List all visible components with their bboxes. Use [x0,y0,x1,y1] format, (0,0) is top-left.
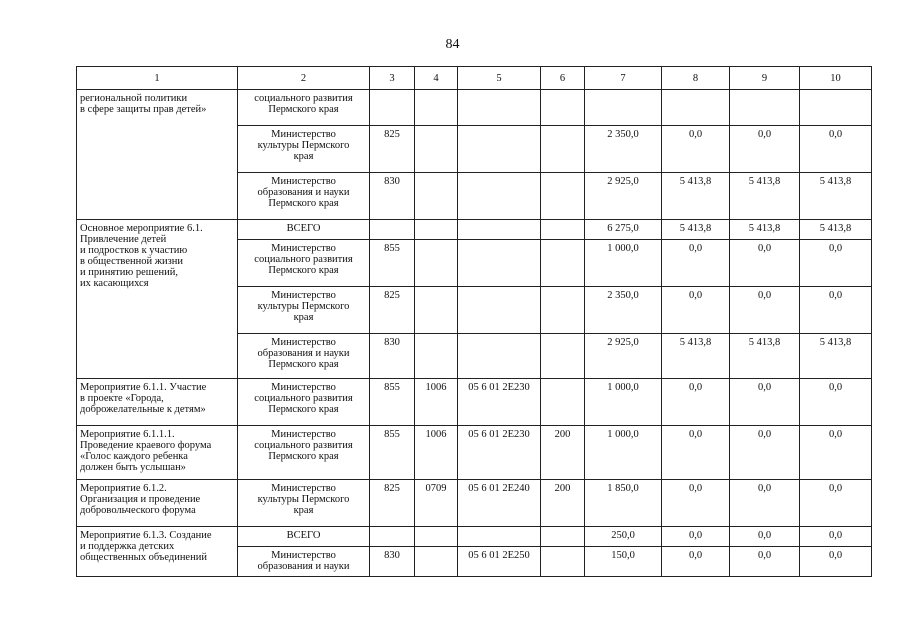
cell: 0,0 [662,547,730,577]
cell [541,527,585,547]
cell: 2 925,0 [585,334,662,379]
header-cell: 10 [800,67,872,90]
cell: 0,0 [800,287,872,334]
cell: 5 413,8 [800,220,872,240]
header-cell: 7 [585,67,662,90]
cell: 0,0 [662,287,730,334]
cell: 5 413,8 [662,334,730,379]
executor-cell: Министерство культуры Пермского края [238,126,370,173]
cell: 0,0 [662,126,730,173]
cell: 825 [370,287,415,334]
cell [458,220,541,240]
cell: 05 6 01 2Е230 [458,379,541,426]
header-cell: 8 [662,67,730,90]
cell: 855 [370,240,415,287]
executor-cell: Министерство социального развития Пермского края [238,426,370,480]
page-number: 84 [445,37,460,52]
cell [541,90,585,126]
cell [415,334,458,379]
cell: 200 [541,426,585,480]
cell: 6 275,0 [585,220,662,240]
header-cell: 5 [458,67,541,90]
cell: 0,0 [800,480,872,527]
executor-cell: Министерство образования и науки [238,547,370,577]
cell [370,220,415,240]
cell [458,90,541,126]
cell: 855 [370,379,415,426]
table-row [77,220,872,240]
cell: 5 413,8 [800,334,872,379]
table-row [77,480,872,527]
cell [458,527,541,547]
cell: 5 413,8 [662,173,730,220]
cell [800,90,872,126]
cell: 0,0 [800,379,872,426]
activity-name-cell: Мероприятие 6.1.1.1. Проведение краевого форума «Голос каждого ребенка должен быть услышан» [77,426,238,480]
cell: 0709 [415,480,458,527]
cell [541,334,585,379]
cell: 1 000,0 [585,240,662,287]
activity-name-cell: Мероприятие 6.1.1. Участие в проекте «Города, доброжелательные к детям» [77,379,238,426]
activity-name-cell: Мероприятие 6.1.2. Организация и проведение добровольческого форума [77,480,238,527]
cell [458,126,541,173]
activity-name-cell: Основное мероприятие 6.1. Привлечение детей и подростков к участию в общественной жизни и принятию решений, их касающихся [77,220,238,379]
cell: 0,0 [730,480,800,527]
cell: 0,0 [730,527,800,547]
cell: 0,0 [730,240,800,287]
cell: 05 6 01 2Е230 [458,426,541,480]
executor-cell: ВСЕГО [238,527,370,547]
cell [541,173,585,220]
table-row [77,379,872,426]
cell: 2 925,0 [585,173,662,220]
cell [541,220,585,240]
cell: 0,0 [800,527,872,547]
cell: 830 [370,547,415,577]
cell [415,90,458,126]
table-row [77,527,872,547]
activity-name-cell: Мероприятие 6.1.3. Создание и поддержка детских общественных объединений [77,527,238,577]
cell: 150,0 [585,547,662,577]
cell: 0,0 [730,426,800,480]
header-cell: 6 [541,67,585,90]
cell [415,527,458,547]
cell: 0,0 [730,287,800,334]
executor-cell: Министерство образования и науки Пермского края [238,334,370,379]
cell: 0,0 [800,126,872,173]
cell [662,90,730,126]
executor-cell: Министерство культуры Пермского края [238,480,370,527]
cell: 1006 [415,426,458,480]
cell: 0,0 [662,527,730,547]
cell: 0,0 [662,426,730,480]
cell [415,240,458,287]
cell: 0,0 [662,240,730,287]
cell: 0,0 [730,379,800,426]
cell: 2 350,0 [585,126,662,173]
executor-cell: Министерство образования и науки Пермского края [238,173,370,220]
executor-cell: социального развития Пермского края [238,90,370,126]
cell [541,287,585,334]
cell: 0,0 [800,547,872,577]
cell [458,173,541,220]
cell: 830 [370,173,415,220]
cell: 0,0 [800,426,872,480]
cell: 05 6 01 2Е250 [458,547,541,577]
cell [415,173,458,220]
cell: 1006 [415,379,458,426]
cell: 0,0 [662,379,730,426]
header-cell: 4 [415,67,458,90]
cell [415,547,458,577]
cell: 0,0 [800,240,872,287]
cell: 5 413,8 [730,173,800,220]
cell [541,547,585,577]
executor-cell: ВСЕГО [238,220,370,240]
cell: 825 [370,480,415,527]
cell: 5 413,8 [662,220,730,240]
cell [585,90,662,126]
cell: 855 [370,426,415,480]
cell [541,126,585,173]
cell: 5 413,8 [730,334,800,379]
executor-cell: Министерство социального развития Пермского края [238,240,370,287]
cell: 05 6 01 2Е240 [458,480,541,527]
cell [541,379,585,426]
cell: 2 350,0 [585,287,662,334]
cell: 1 850,0 [585,480,662,527]
cell [415,287,458,334]
cell: 250,0 [585,527,662,547]
activity-name-cell: региональной политики в сфере защиты прав детей» [77,90,238,220]
cell [458,334,541,379]
cell: 0,0 [730,547,800,577]
cell: 0,0 [662,480,730,527]
budget-table [76,66,872,577]
cell [730,90,800,126]
cell [541,240,585,287]
table-row [77,90,872,126]
header-cell: 1 [77,67,238,90]
header-row [77,67,872,90]
executor-cell: Министерство социального развития Пермского края [238,379,370,426]
header-cell: 3 [370,67,415,90]
cell [458,240,541,287]
cell: 200 [541,480,585,527]
header-cell: 2 [238,67,370,90]
cell: 830 [370,334,415,379]
cell [370,90,415,126]
cell [370,527,415,547]
cell [415,220,458,240]
cell: 5 413,8 [730,220,800,240]
cell [458,287,541,334]
cell: 1 000,0 [585,426,662,480]
cell [415,126,458,173]
cell: 5 413,8 [800,173,872,220]
table-row [77,426,872,480]
executor-cell: Министерство культуры Пермского края [238,287,370,334]
cell: 825 [370,126,415,173]
header-cell: 9 [730,67,800,90]
cell: 1 000,0 [585,379,662,426]
cell: 0,0 [730,126,800,173]
